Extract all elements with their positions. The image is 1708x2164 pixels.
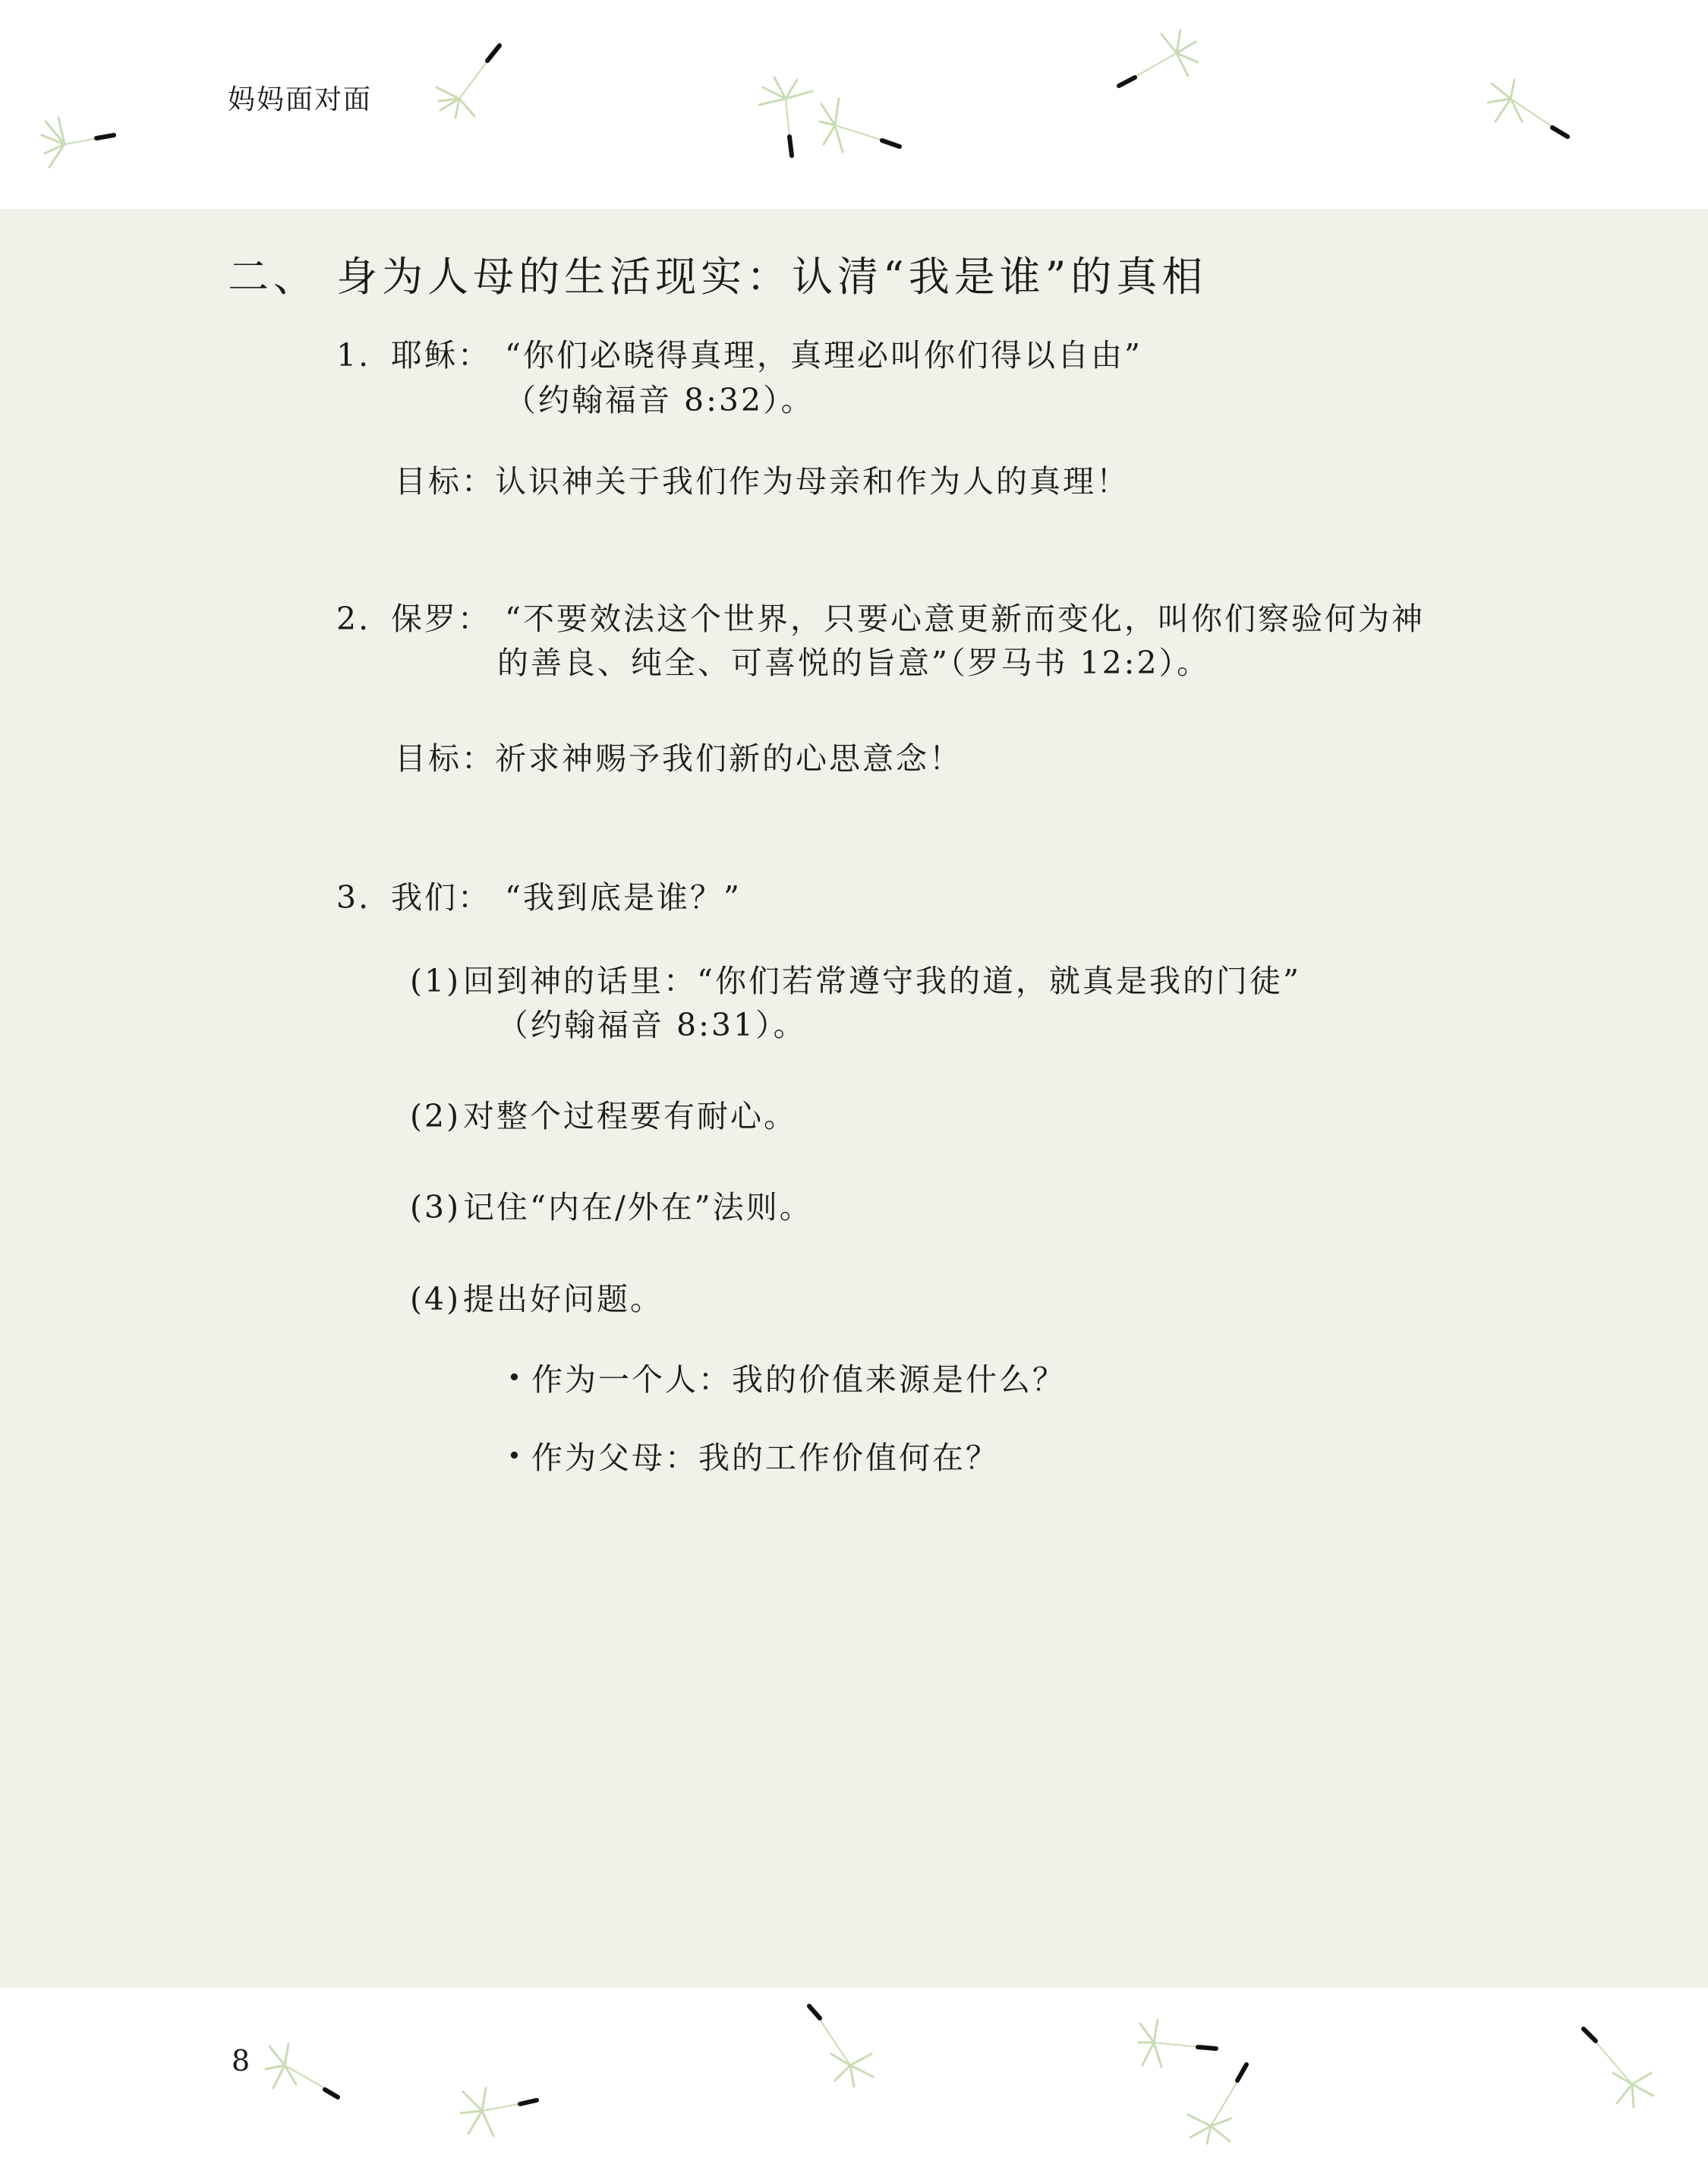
point-3-speaker: 我们：	[391, 879, 491, 916]
bullet-icon: •	[507, 1441, 524, 1470]
point-1-goal: 目标：认识神关于我们作为母亲和作为人的真理！	[395, 463, 1130, 500]
dandelion-seed-icon	[433, 42, 509, 118]
point-2-speaker: 保罗：	[391, 601, 491, 637]
dandelion-seed-icon	[42, 114, 118, 175]
dandelion-seed-icon	[1488, 80, 1571, 140]
dandelion-seed-icon	[266, 2043, 342, 2103]
dandelion-seed-icon	[1116, 30, 1199, 91]
subpoint-3-number: (3)	[410, 1189, 462, 1226]
dandelion-seed-icon	[752, 76, 827, 159]
dandelion-seed-icon	[820, 95, 903, 156]
running-title: 妈妈面对面	[228, 84, 373, 115]
point-2-quote-line1: “不要效法这个世界，只要心意更新而变化，叫你们察验何为神	[505, 601, 1425, 637]
subpoint-1-line2: （约翰福音 8:31）。	[497, 1007, 807, 1043]
subpoint-4-text: 提出好问题。	[463, 1281, 663, 1317]
point-1-number: 1.	[336, 337, 371, 374]
dandelion-seed-icon	[805, 2005, 881, 2088]
dandelion-seed-icon	[1184, 2061, 1260, 2145]
subpoint-4-number: (4)	[410, 1281, 462, 1317]
point-2-goal: 目标：祈求神赐予我们新的心思意念！	[395, 740, 963, 777]
subpoint-3-text: 记住“内在/外在”法则。	[463, 1189, 813, 1226]
dandelion-seed-icon	[1579, 2027, 1655, 2111]
point-1-quote-line1: “你们必晓得真理，真理必叫你们得以自由”	[505, 337, 1142, 374]
point-3-number: 3.	[336, 879, 371, 916]
bullet-icon: •	[507, 1363, 524, 1392]
page-number: 8	[232, 2044, 251, 2077]
question-1: 作为一个人：我的价值来源是什么？	[531, 1361, 1066, 1398]
point-2-quote-line2: 的善良、纯全、可喜悦的旨意”（罗马书 12:2）。	[497, 645, 1211, 681]
point-1-speaker: 耶稣：	[391, 337, 491, 374]
subpoint-2-number: (2)	[410, 1098, 462, 1134]
section-title: 二、 身为人母的生活现实：认清“我是谁”的真相	[228, 253, 1208, 301]
subpoint-1-number: (1)	[410, 963, 462, 999]
point-1-quote-line2: （约翰福音 8:32）。	[505, 382, 815, 418]
point-3-quote: “我到底是谁？”	[505, 879, 742, 916]
subpoint-1-line1: 回到神的话里：“你们若常遵守我的道，就真是我的门徒”	[463, 963, 1301, 999]
dandelion-seed-icon	[459, 2077, 543, 2137]
point-2-number: 2.	[336, 601, 371, 637]
subpoint-2-text: 对整个过程要有耐心。	[463, 1098, 797, 1134]
question-2: 作为父母：我的工作价值何在？	[531, 1440, 999, 1476]
